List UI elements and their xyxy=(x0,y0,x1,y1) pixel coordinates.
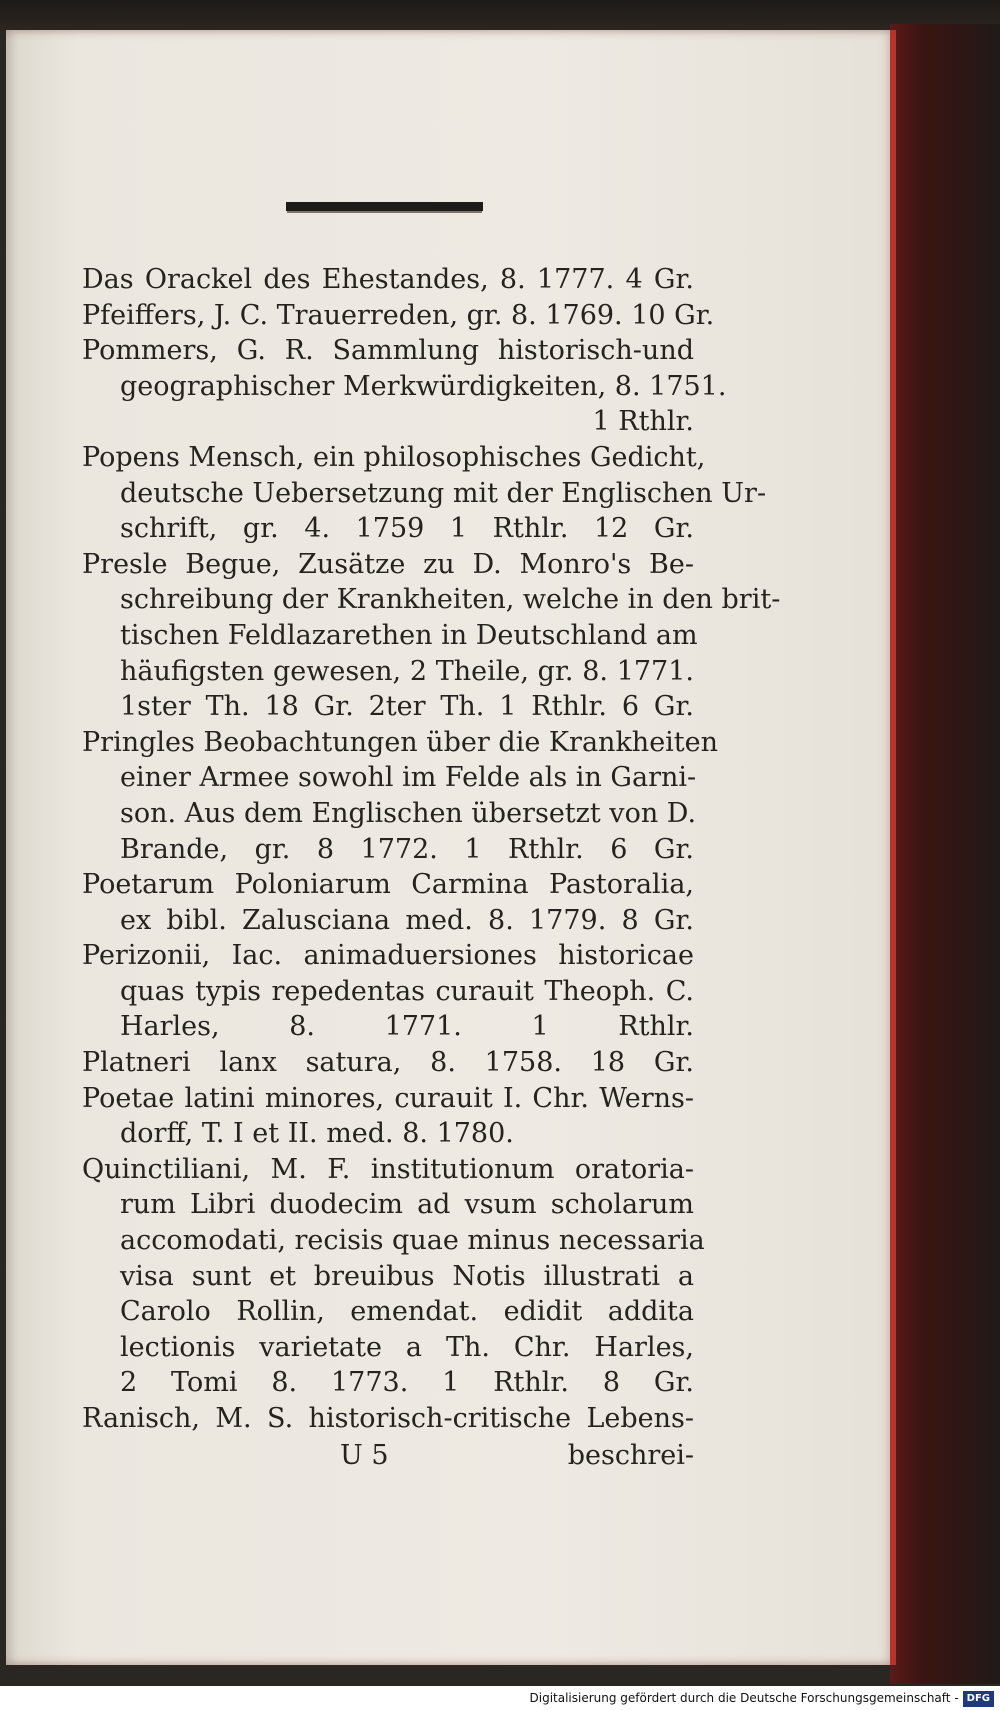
scan-top-edge xyxy=(0,0,1000,30)
entry-line: Carolo Rollin, emendat. edidit addita xyxy=(120,1296,694,1328)
entry-line: häufigsten gewesen, 2 Theile, gr. 8. 1771. xyxy=(120,655,694,687)
entry-line: deutsche Uebersetzung mit der Englischen Ur- xyxy=(120,477,767,509)
entry-line: tischen Feldlazarethen in Deutschland am xyxy=(120,619,698,651)
catalog-entry xyxy=(82,1081,694,1152)
entry-line: geographischer Merkwürdigkeiten, 8. 1751. xyxy=(120,370,727,402)
catalog-entry xyxy=(82,1152,705,1401)
entry-line: 2 Tomi 8. 1773. 1 Rthlr. 8 Gr. xyxy=(120,1367,694,1399)
catalog-entry xyxy=(82,725,719,867)
entry-line: accomodati, recisis quae minus necessaria xyxy=(120,1225,705,1257)
entry-line: Ranisch, M. S. historisch-critische Lebens- xyxy=(82,1403,694,1434)
catalog-entry xyxy=(82,938,694,1045)
entry-line: Popens Mensch, ein philosophisches Gedicht, xyxy=(82,441,706,473)
entry-line: Pommers, G. R. Sammlung historisch-und xyxy=(82,335,694,367)
catalog-entry xyxy=(82,298,715,334)
entry-line: einer Armee sowohl im Felde als in Garni- xyxy=(120,762,697,794)
catalog-entry xyxy=(82,333,727,440)
catalog-entry xyxy=(82,262,694,298)
entry-line: ex bibl. Zalusciana med. 8. 1779. 8 Gr. xyxy=(120,904,694,936)
entry-line: Das Orackel des Ehestandes, 8. 1777. 4 Gr. xyxy=(82,264,694,295)
entry-line: son. Aus dem Englischen übersetzt von D. xyxy=(120,797,697,829)
entry-line: 1ster Th. 18 Gr. 2ter Th. 1 Rthlr. 6 Gr. xyxy=(120,691,694,723)
entry-line: quas typis repedentas curauit Theoph. C. xyxy=(120,975,694,1007)
catalog-entry xyxy=(82,867,694,938)
entry-line: Presle Begue, Zusätze zu D. Monro's Be- xyxy=(82,548,694,580)
entry-line: rum Libri duodecim ad vsum scholarum xyxy=(120,1189,694,1221)
digitization-footer xyxy=(0,1686,1000,1710)
entry-line: Pringles Beobachtungen über die Krankheiten xyxy=(82,726,719,758)
entry-line: dorff, T. I et II. med. 8. 1780. xyxy=(120,1118,514,1150)
page-bottom-line xyxy=(82,1440,694,1476)
entry-line: Brande, gr. 8 1772. 1 Rthlr. 6 Gr. xyxy=(120,833,694,865)
entry-line: Quinctiliani, M. F. institutionum oratoria- xyxy=(82,1153,694,1185)
catalog-entries xyxy=(82,262,781,1437)
entry-line: Platneri lanx satura, 8. 1758. 18 Gr. xyxy=(82,1047,694,1079)
entry-line: Poetae latini minores, curauit I. Chr. Werns- xyxy=(82,1082,694,1114)
catalog-entry xyxy=(82,547,781,725)
entry-line: visa sunt et breuibus Notis illustrati a xyxy=(120,1260,694,1292)
catalog-entry xyxy=(82,1045,694,1081)
catalog-entry xyxy=(82,440,767,547)
footer-text: Digitalisierung gefördert durch die Deutsche Forschungsgemeinschaft - xyxy=(529,1691,959,1705)
ornamental-rule xyxy=(286,202,483,211)
entry-line: Perizonii, Iac. animaduersiones historicae xyxy=(82,940,694,972)
entry-line: Harles, 8. 1771. 1 Rthlr. xyxy=(120,1011,694,1043)
entry-line: lectionis varietate a Th. Chr. Harles, xyxy=(120,1331,694,1363)
entry-line: schreibung der Krankheiten, welche in den brit- xyxy=(120,584,781,616)
catchword: beschrei- xyxy=(567,1440,694,1471)
entry-price: 1 Rthlr. xyxy=(592,406,694,438)
book-edge xyxy=(890,24,1000,1684)
signature-mark: U 5 xyxy=(340,1440,389,1471)
catalog-entry xyxy=(82,1401,694,1437)
entry-line: Poetarum Poloniarum Carmina Pastoralia, xyxy=(82,869,694,901)
entry-line: schrift, gr. 4. 1759 1 Rthlr. 12 Gr. xyxy=(120,513,694,545)
entry-line: Pfeiffers, J. C. Trauerreden, gr. 8. 1769. 10 Gr. xyxy=(82,299,715,331)
book-page xyxy=(6,30,896,1665)
dfg-logo-icon: DFG xyxy=(963,1691,994,1707)
